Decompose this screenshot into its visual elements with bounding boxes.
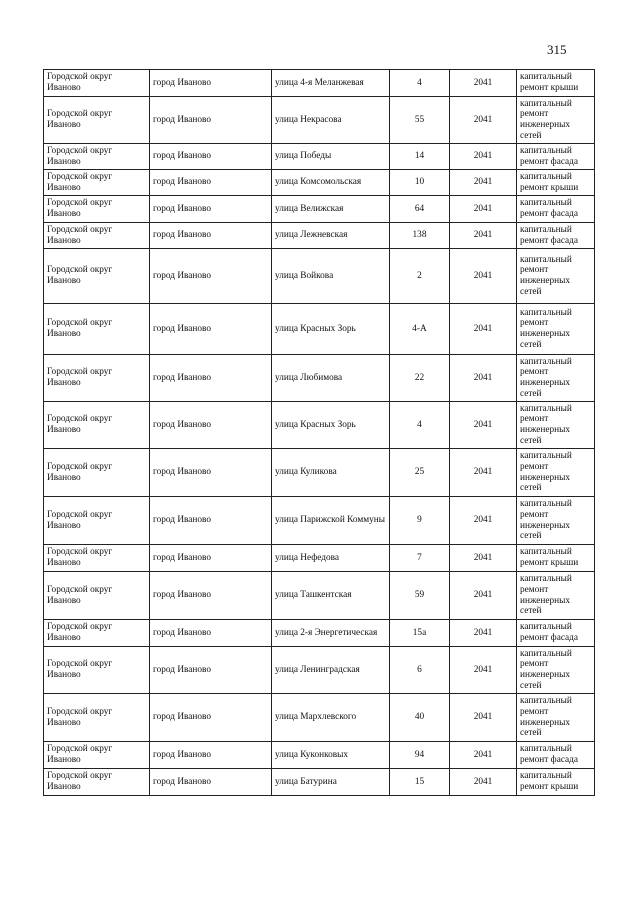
- city-cell: город Иваново: [150, 694, 272, 742]
- house-number-cell: 138: [390, 223, 450, 249]
- year-cell: 2041: [450, 223, 517, 249]
- work-type-cell: капитальный ремонт инженерных сетей: [517, 647, 595, 694]
- house-number-cell: 14: [390, 144, 450, 170]
- work-type-cell: капитальный ремонт крыши: [517, 70, 595, 97]
- municipality-cell: Городской округ Иваново: [44, 170, 150, 196]
- street-cell: улица Лежневская: [272, 223, 390, 249]
- city-cell: город Иваново: [150, 223, 272, 249]
- city-cell: город Иваново: [150, 196, 272, 223]
- street-cell: улица Красных Зорь: [272, 304, 390, 355]
- table-row: [44, 572, 595, 620]
- table-row: [44, 223, 595, 249]
- work-type-cell: капитальный ремонт фасада: [517, 223, 595, 249]
- table-row: [44, 144, 595, 170]
- year-cell: 2041: [450, 402, 517, 449]
- year-cell: 2041: [450, 497, 517, 545]
- year-cell: 2041: [450, 355, 517, 402]
- year-cell: 2041: [450, 449, 517, 497]
- street-cell: улица Нефедова: [272, 545, 390, 572]
- house-number-cell: 10: [390, 170, 450, 196]
- year-cell: 2041: [450, 572, 517, 620]
- house-number-cell: 2: [390, 249, 450, 304]
- house-number-cell: 59: [390, 572, 450, 620]
- work-type-cell: капитальный ремонт фасада: [517, 742, 595, 769]
- municipality-cell: Городской округ Иваново: [44, 304, 150, 355]
- table-body: [44, 70, 595, 796]
- table-row: [44, 355, 595, 402]
- house-number-cell: 64: [390, 196, 450, 223]
- work-type-cell: капитальный ремонт фасада: [517, 196, 595, 223]
- city-cell: город Иваново: [150, 742, 272, 769]
- municipality-cell: Городской округ Иваново: [44, 742, 150, 769]
- street-cell: улица Ленинградская: [272, 647, 390, 694]
- year-cell: 2041: [450, 545, 517, 572]
- year-cell: 2041: [450, 97, 517, 144]
- street-cell: улица Комсомольская: [272, 170, 390, 196]
- street-cell: улица Парижской Коммуны: [272, 497, 390, 545]
- street-cell: улица Победы: [272, 144, 390, 170]
- house-number-cell: 22: [390, 355, 450, 402]
- municipality-cell: Городской округ Иваново: [44, 449, 150, 497]
- table-row: [44, 742, 595, 769]
- work-type-cell: капитальный ремонт инженерных сетей: [517, 249, 595, 304]
- city-cell: город Иваново: [150, 402, 272, 449]
- year-cell: 2041: [450, 249, 517, 304]
- year-cell: 2041: [450, 70, 517, 97]
- page-number: 315: [547, 42, 567, 57]
- table-row: [44, 647, 595, 694]
- municipality-cell: Городской округ Иваново: [44, 769, 150, 796]
- table-row: [44, 620, 595, 647]
- street-cell: улица Куконковых: [272, 742, 390, 769]
- house-number-cell: 15а: [390, 620, 450, 647]
- street-cell: улица Мархлевского: [272, 694, 390, 742]
- city-cell: город Иваново: [150, 355, 272, 402]
- street-cell: улица 4-я Меланжевая: [272, 70, 390, 97]
- municipality-cell: Городской округ Иваново: [44, 647, 150, 694]
- city-cell: город Иваново: [150, 97, 272, 144]
- year-cell: 2041: [450, 170, 517, 196]
- work-type-cell: капитальный ремонт инженерных сетей: [517, 97, 595, 144]
- work-type-cell: капитальный ремонт инженерных сетей: [517, 497, 595, 545]
- city-cell: город Иваново: [150, 304, 272, 355]
- municipality-cell: Городской округ Иваново: [44, 223, 150, 249]
- municipality-cell: Городской округ Иваново: [44, 572, 150, 620]
- year-cell: 2041: [450, 620, 517, 647]
- table-row: [44, 70, 595, 97]
- city-cell: город Иваново: [150, 70, 272, 97]
- work-type-cell: капитальный ремонт инженерных сетей: [517, 449, 595, 497]
- year-cell: 2041: [450, 769, 517, 796]
- house-number-cell: 4-А: [390, 304, 450, 355]
- city-cell: город Иваново: [150, 572, 272, 620]
- year-cell: 2041: [450, 742, 517, 769]
- work-type-cell: капитальный ремонт крыши: [517, 545, 595, 572]
- municipality-cell: Городской округ Иваново: [44, 402, 150, 449]
- municipality-cell: Городской округ Иваново: [44, 196, 150, 223]
- house-number-cell: 55: [390, 97, 450, 144]
- table-row: [44, 97, 595, 144]
- work-type-cell: капитальный ремонт инженерных сетей: [517, 694, 595, 742]
- municipality-cell: Городской округ Иваново: [44, 694, 150, 742]
- table-row: [44, 170, 595, 196]
- work-type-cell: капитальный ремонт инженерных сетей: [517, 402, 595, 449]
- year-cell: 2041: [450, 144, 517, 170]
- year-cell: 2041: [450, 304, 517, 355]
- house-number-cell: 9: [390, 497, 450, 545]
- year-cell: 2041: [450, 647, 517, 694]
- work-type-cell: капитальный ремонт крыши: [517, 170, 595, 196]
- street-cell: улица Войкова: [272, 249, 390, 304]
- city-cell: город Иваново: [150, 449, 272, 497]
- house-number-cell: 94: [390, 742, 450, 769]
- year-cell: 2041: [450, 694, 517, 742]
- city-cell: город Иваново: [150, 647, 272, 694]
- municipality-cell: Городской округ Иваново: [44, 620, 150, 647]
- table-row: [44, 196, 595, 223]
- municipality-cell: Городской округ Иваново: [44, 144, 150, 170]
- city-cell: город Иваново: [150, 545, 272, 572]
- repair-schedule-table: [43, 69, 595, 796]
- table-row: [44, 249, 595, 304]
- table-row: [44, 304, 595, 355]
- house-number-cell: 25: [390, 449, 450, 497]
- street-cell: улица Красных Зорь: [272, 402, 390, 449]
- city-cell: город Иваново: [150, 144, 272, 170]
- house-number-cell: 40: [390, 694, 450, 742]
- municipality-cell: Городской округ Иваново: [44, 497, 150, 545]
- municipality-cell: Городской округ Иваново: [44, 545, 150, 572]
- street-cell: улица Велижская: [272, 196, 390, 223]
- municipality-cell: Городской округ Иваново: [44, 355, 150, 402]
- table-row: [44, 402, 595, 449]
- house-number-cell: 4: [390, 402, 450, 449]
- table-row: [44, 694, 595, 742]
- house-number-cell: 15: [390, 769, 450, 796]
- city-cell: город Иваново: [150, 249, 272, 304]
- work-type-cell: капитальный ремонт инженерных сетей: [517, 304, 595, 355]
- municipality-cell: Городской округ Иваново: [44, 97, 150, 144]
- table-row: [44, 769, 595, 796]
- city-cell: город Иваново: [150, 170, 272, 196]
- house-number-cell: 7: [390, 545, 450, 572]
- house-number-cell: 6: [390, 647, 450, 694]
- street-cell: улица Батурина: [272, 769, 390, 796]
- table-row: [44, 545, 595, 572]
- city-cell: город Иваново: [150, 497, 272, 545]
- work-type-cell: капитальный ремонт инженерных сетей: [517, 572, 595, 620]
- municipality-cell: Городской округ Иваново: [44, 70, 150, 97]
- street-cell: улица Ташкентская: [272, 572, 390, 620]
- table-row: [44, 449, 595, 497]
- work-type-cell: капитальный ремонт крыши: [517, 769, 595, 796]
- street-cell: улица Куликова: [272, 449, 390, 497]
- table-row: [44, 497, 595, 545]
- year-cell: 2041: [450, 196, 517, 223]
- city-cell: город Иваново: [150, 620, 272, 647]
- municipality-cell: Городской округ Иваново: [44, 249, 150, 304]
- work-type-cell: капитальный ремонт инженерных сетей: [517, 355, 595, 402]
- house-number-cell: 4: [390, 70, 450, 97]
- work-type-cell: капитальный ремонт фасада: [517, 620, 595, 647]
- street-cell: улица 2-я Энергетическая: [272, 620, 390, 647]
- street-cell: улица Некрасова: [272, 97, 390, 144]
- city-cell: город Иваново: [150, 769, 272, 796]
- street-cell: улица Любимова: [272, 355, 390, 402]
- work-type-cell: капитальный ремонт фасада: [517, 144, 595, 170]
